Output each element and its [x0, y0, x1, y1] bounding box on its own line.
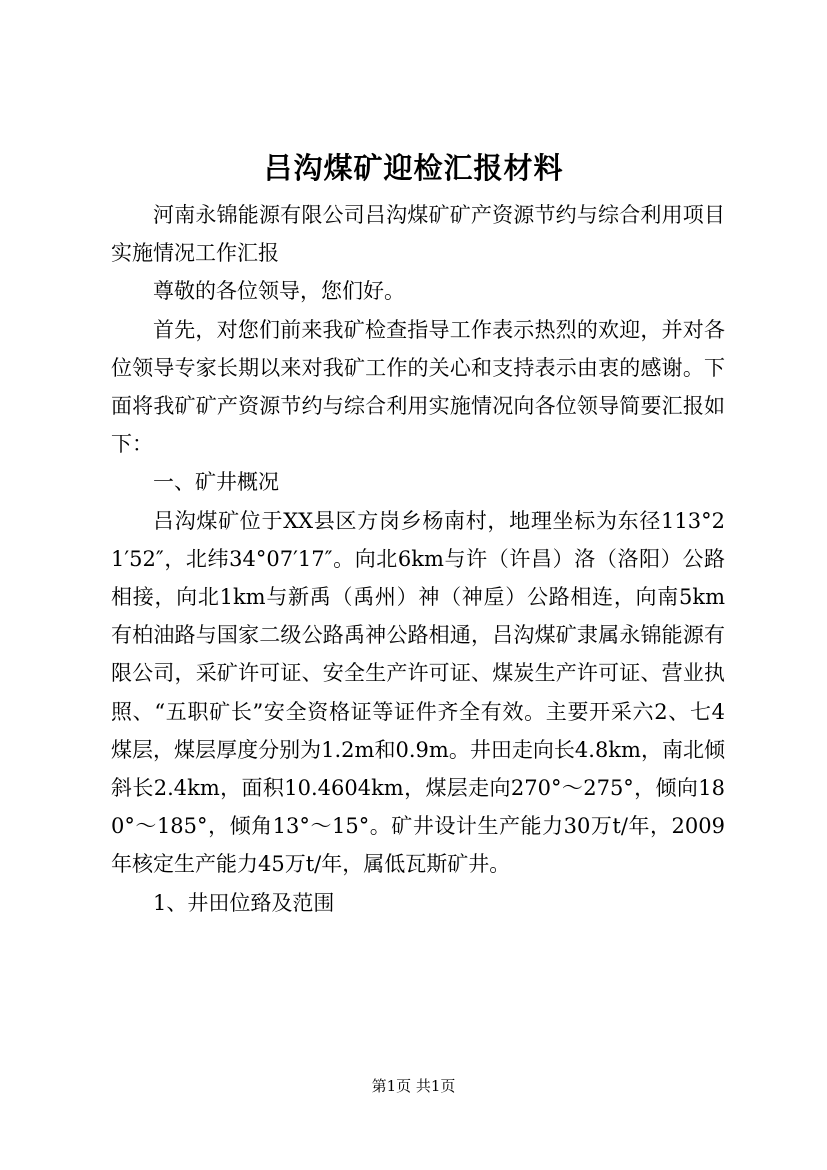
page-footer: 第1页 共1页	[371, 1077, 456, 1095]
section-heading-mine-overview: 一、矿井概况	[153, 470, 279, 495]
document-title: 吕沟煤矿迎检汇报材料	[263, 151, 564, 185]
paragraph-greeting: 尊敬的各位领导，您们好。	[153, 279, 405, 304]
document-body	[111, 196, 725, 922]
paragraph-intro: 首先，对您们前来我矿检查指导工作表示热烈的欢迎，并对各位领导专家长期以来对我矿工作的关心和支持表示由衷的感谢。下面将我矿矿产资源节约与综合利用实施情况向各位领导简要汇报如下：	[111, 317, 725, 457]
paragraph-mine-overview: 吕沟煤矿位于XX县区方岗乡杨南村，地理坐标为东径113°21′52″，北纬34°07′17″。向北6km与许（许昌）洛（洛阳）公路相接，向北1km与新禹（禹州）神（神垕）公路相连，向南5km有柏油路与国家二级公路禹神公路相通，吕沟煤矿隶属永锦能源有限公司，采矿许可证、安全生产许可证、煤炭生产许可证、营业执照、“五职矿长”安全资格证等证件齐全有效。主要开采六2、七4煤层，煤层厚度分别为1.2m和0.9m。井田走向长4.8km，南北倾斜长2.4km，面积10.4604km，煤层走向270°～275°，倾向180°～185°，倾角13°～15°。矿井设计生产能力30万t/年，2009年核定生产能力45万t/年，属低瓦斯矿井。	[111, 508, 725, 877]
paragraph-heading-line: 河南永锦能源有限公司吕沟煤矿矿产资源节约与综合利用项目实施情况工作汇报	[111, 203, 725, 266]
subsection-heading-location: 1、井田位臵及范围	[153, 890, 335, 915]
